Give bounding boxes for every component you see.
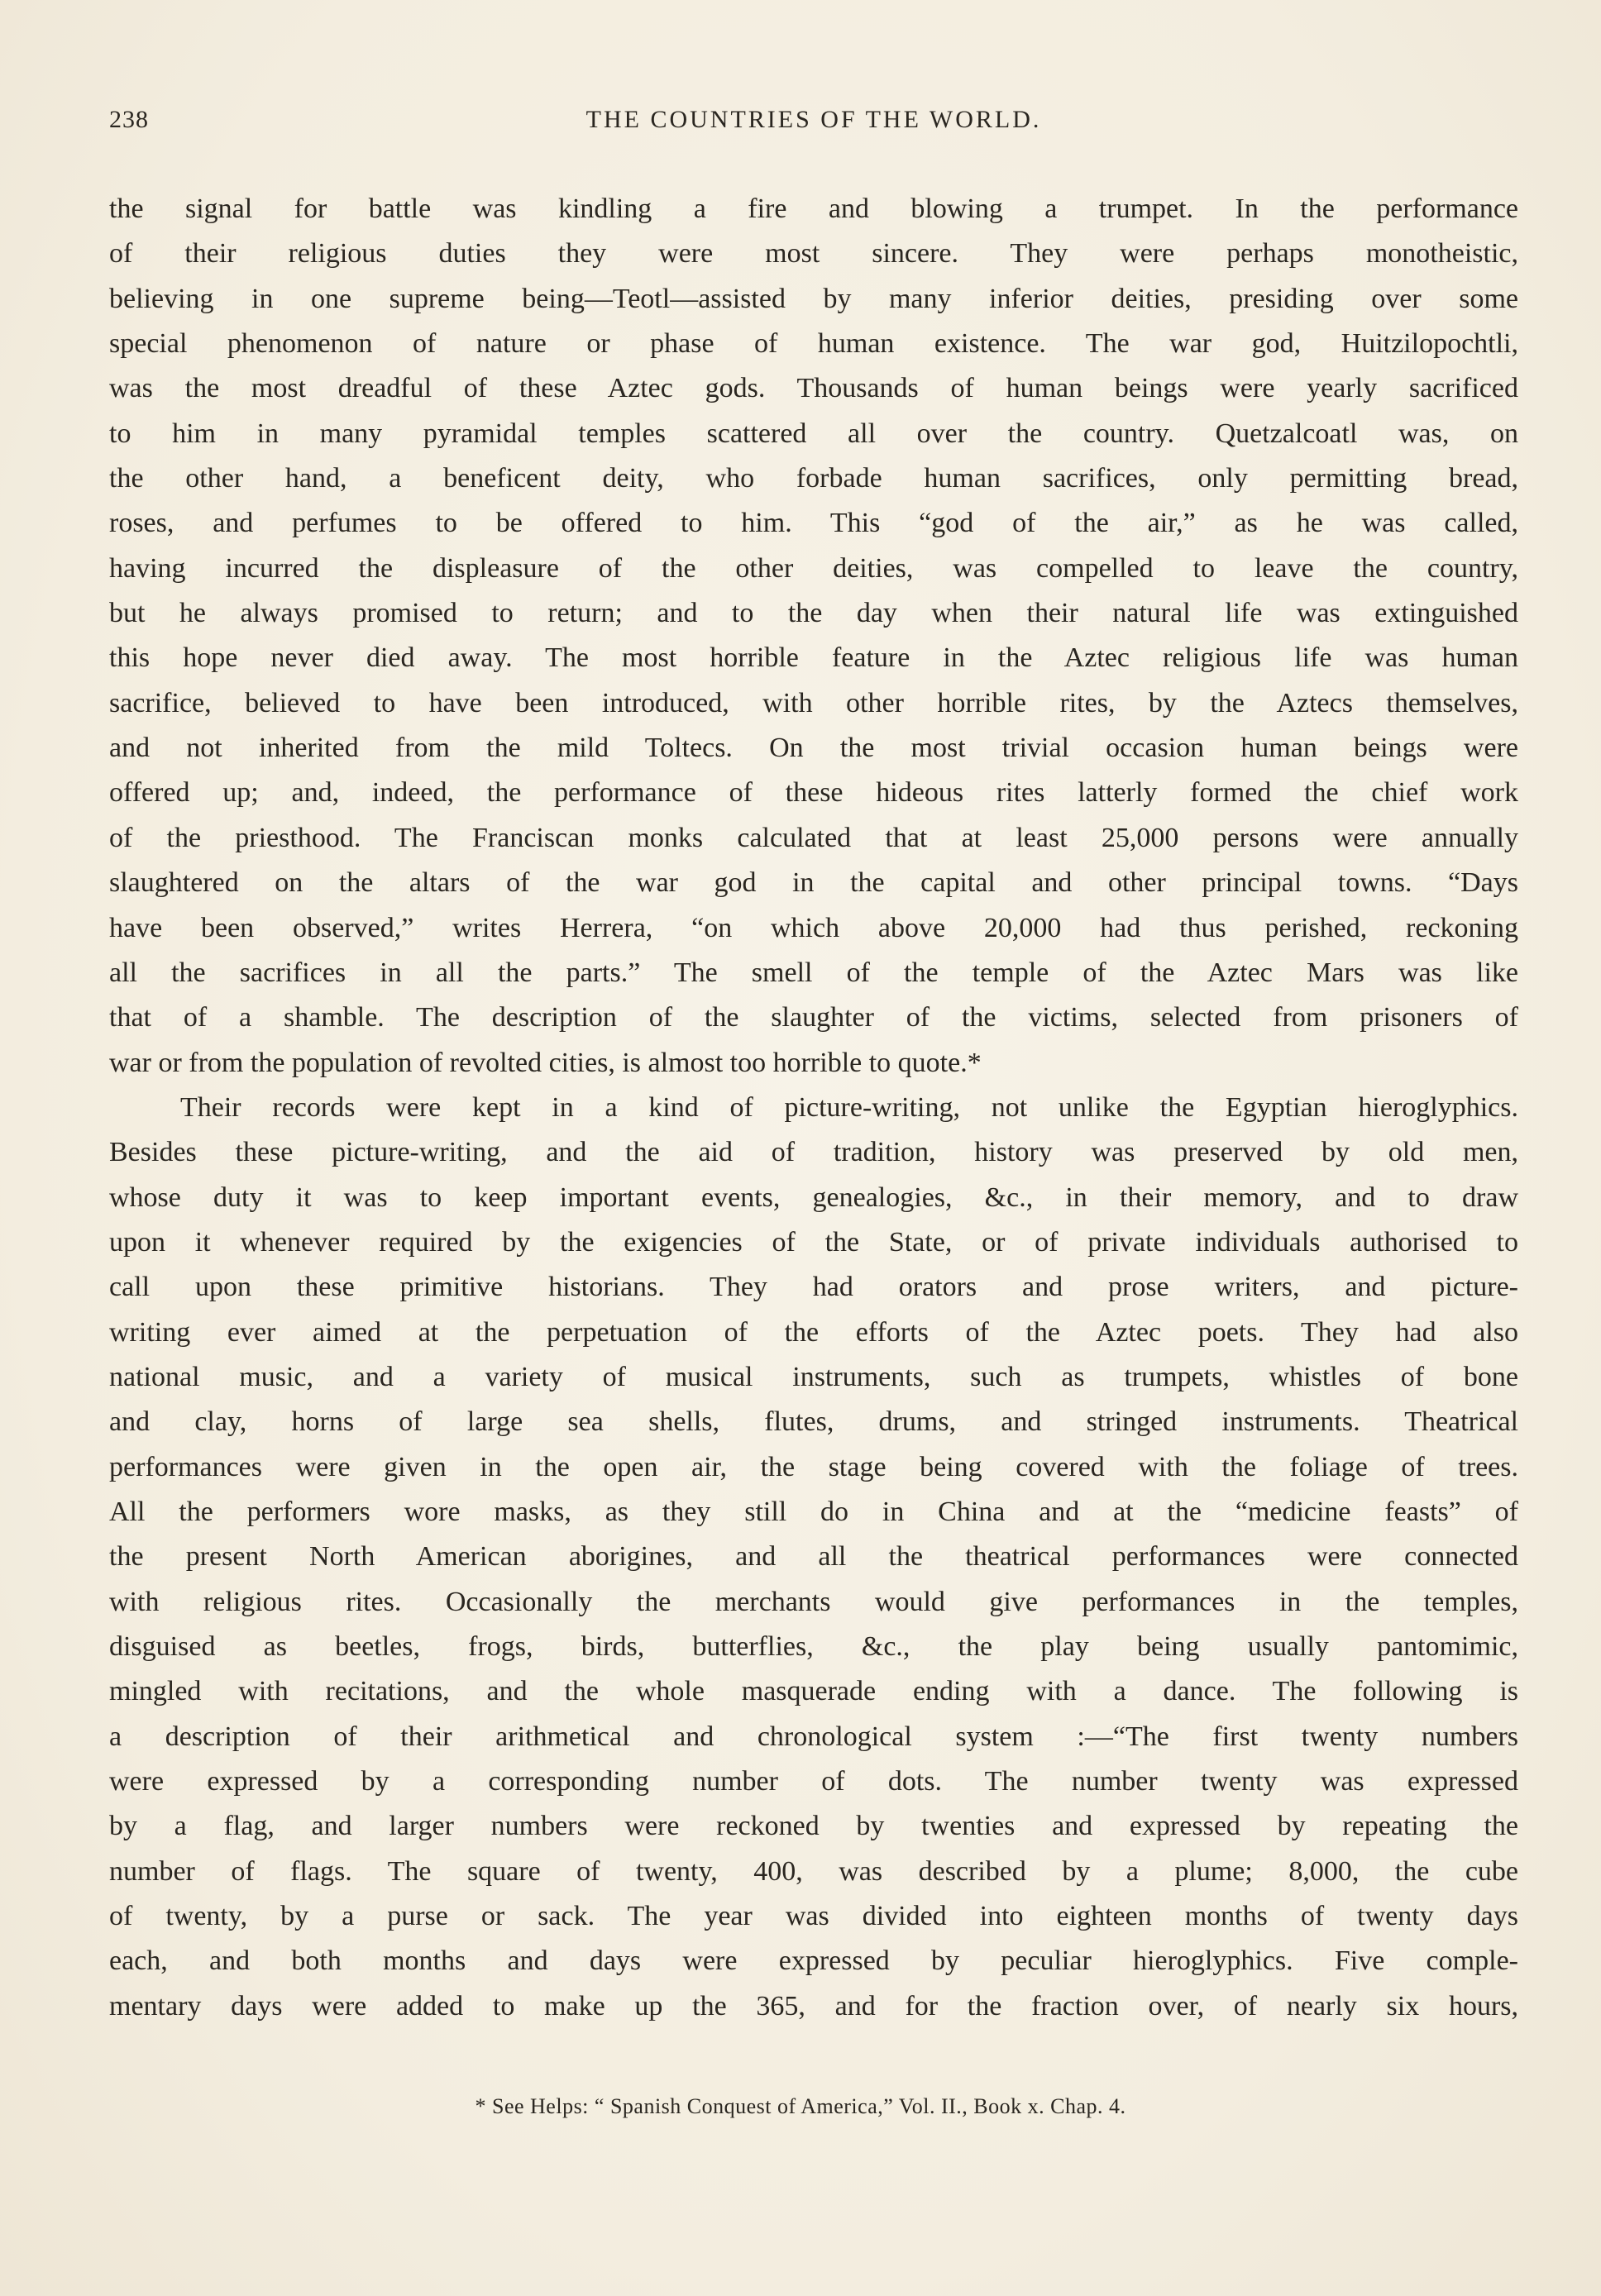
text-line: having incurred the displeasure of the other deities, was compelled to leave the country, (109, 552, 1518, 584)
text-line: upon it whenever required by the exigencies of the State, or of private individuals authorised to (109, 1226, 1518, 1258)
text-line: All the performers wore masks, as they still do in China and at the “medicine feasts” of (109, 1496, 1518, 1527)
text-line: were expressed by a corresponding number of dots. The number twenty was expressed (109, 1766, 1518, 1797)
text-line: the signal for battle was kindling a fire and blowing a trumpet. In the performance (109, 193, 1518, 224)
text-line: to him in many pyramidal temples scattered all over the country. Quetzalcoatl was, on (109, 418, 1518, 449)
text-line: by a flag, and larger numbers were reckoned by twenties and expressed by repeating the (109, 1811, 1518, 1842)
text-line: call upon these primitive historians. They had orators and prose writers, and picture- (109, 1272, 1518, 1303)
text-line: that of a shamble. The description of the slaughter of the victims, selected from prisoners of (109, 1002, 1518, 1033)
footnote: * See Helps: “ Spanish Conquest of America,” Vol. II., Book x. Chap. 4. (475, 2094, 1126, 2118)
running-head (109, 106, 1518, 142)
text-line: the other hand, a beneficent deity, who forbade human sacrifices, only permitting bread, (109, 463, 1518, 494)
text-line: mentary days were added to make up the 365, and for the fraction over, of nearly six hours, (109, 1990, 1518, 2022)
text-line: sacrifice, believed to have been introduced, with other horrible rites, by the Aztecs themselves, (109, 687, 1518, 718)
text-line: disguised as beetles, frogs, birds, butterflies, &c., the play being usually pantomimic, (109, 1631, 1518, 1662)
text-line: was the most dreadful of these Aztec gods. Thousands of human beings were yearly sacrificed (109, 373, 1518, 404)
text-line: have been observed,” writes Herrera, “on which above 20,000 had thus perished, reckoning (109, 912, 1518, 943)
text-line: offered up; and, indeed, the performance of these hideous rites latterly formed the chief work (109, 777, 1518, 809)
text-line: special phenomenon of nature or phase of human existence. The war god, Huitzilopochtli, (109, 328, 1518, 360)
text-line: with religious rites. Occasionally the merchants would give performances in the temples, (109, 1586, 1518, 1617)
text-line: mingled with recitations, and the whole masquerade ending with a dance. The following is (109, 1676, 1518, 1707)
text-line: performances were given in the open air, the stage being covered with the foliage of trees. (109, 1451, 1518, 1482)
text-line: war or from the population of revolted cities, is almost too horrible to quote.* (109, 1047, 982, 1078)
text-line: Besides these picture-writing, and the aid of tradition, history was preserved by old men, (109, 1137, 1518, 1168)
text-line: each, and both months and days were expressed by peculiar hieroglyphics. Five comple- (109, 1945, 1518, 1977)
text-line: of the priesthood. The Franciscan monks calculated that at least 25,000 persons were annually (109, 822, 1518, 853)
text-line: writing ever aimed at the perpetuation of the efforts of the Aztec poets. They had also (109, 1316, 1518, 1348)
body-text (109, 187, 1518, 2029)
running-title: THE COUNTRIES OF THE WORLD. (585, 106, 1042, 133)
text-line: and not inherited from the mild Toltecs. On the most trivial occasion human beings were (109, 733, 1518, 764)
text-line: whose duty it was to keep important events, genealogies, &c., in their memory, and to draw (109, 1181, 1518, 1213)
text-line: of twenty, by a purse or sack. The year was divided into eighteen months of twenty days (109, 1901, 1518, 1932)
text-line: this hope never died away. The most horrible feature in the Aztec religious life was human (109, 642, 1518, 674)
text-line: Their records were kept in a kind of picture-writing, not unlike the Egyptian hieroglyphics. (180, 1091, 1518, 1123)
text-line: believing in one supreme being—Teotl—assisted by many inferior deities, presiding over some (109, 283, 1518, 314)
text-line: of their religious duties they were most sincere. They were perhaps monotheistic, (109, 238, 1518, 270)
text-line: but he always promised to return; and to the day when their natural life was extinguished (109, 598, 1518, 629)
text-line: national music, and a variety of musical instruments, such as trumpets, whistles of bone (109, 1361, 1518, 1392)
text-line: and clay, horns of large sea shells, flutes, drums, and stringed instruments. Theatrical (109, 1406, 1518, 1438)
page-number: 238 (109, 106, 149, 133)
text-line: slaughtered on the altars of the war god in the capital and other principal towns. “Days (109, 867, 1518, 899)
text-line: a description of their arithmetical and chronological system :—“The first twenty numbers (109, 1721, 1518, 1752)
text-line: the present North American aborigines, and all the theatrical performances were connected (109, 1541, 1518, 1573)
text-line: number of flags. The square of twenty, 400, was described by a plume; 8,000, the cube (109, 1855, 1518, 1887)
text-line: all the sacrifices in all the parts.” The smell of the temple of the Aztec Mars was like (109, 957, 1518, 988)
text-line: roses, and perfumes to be offered to him. This “god of the air,” as he was called, (109, 508, 1518, 539)
